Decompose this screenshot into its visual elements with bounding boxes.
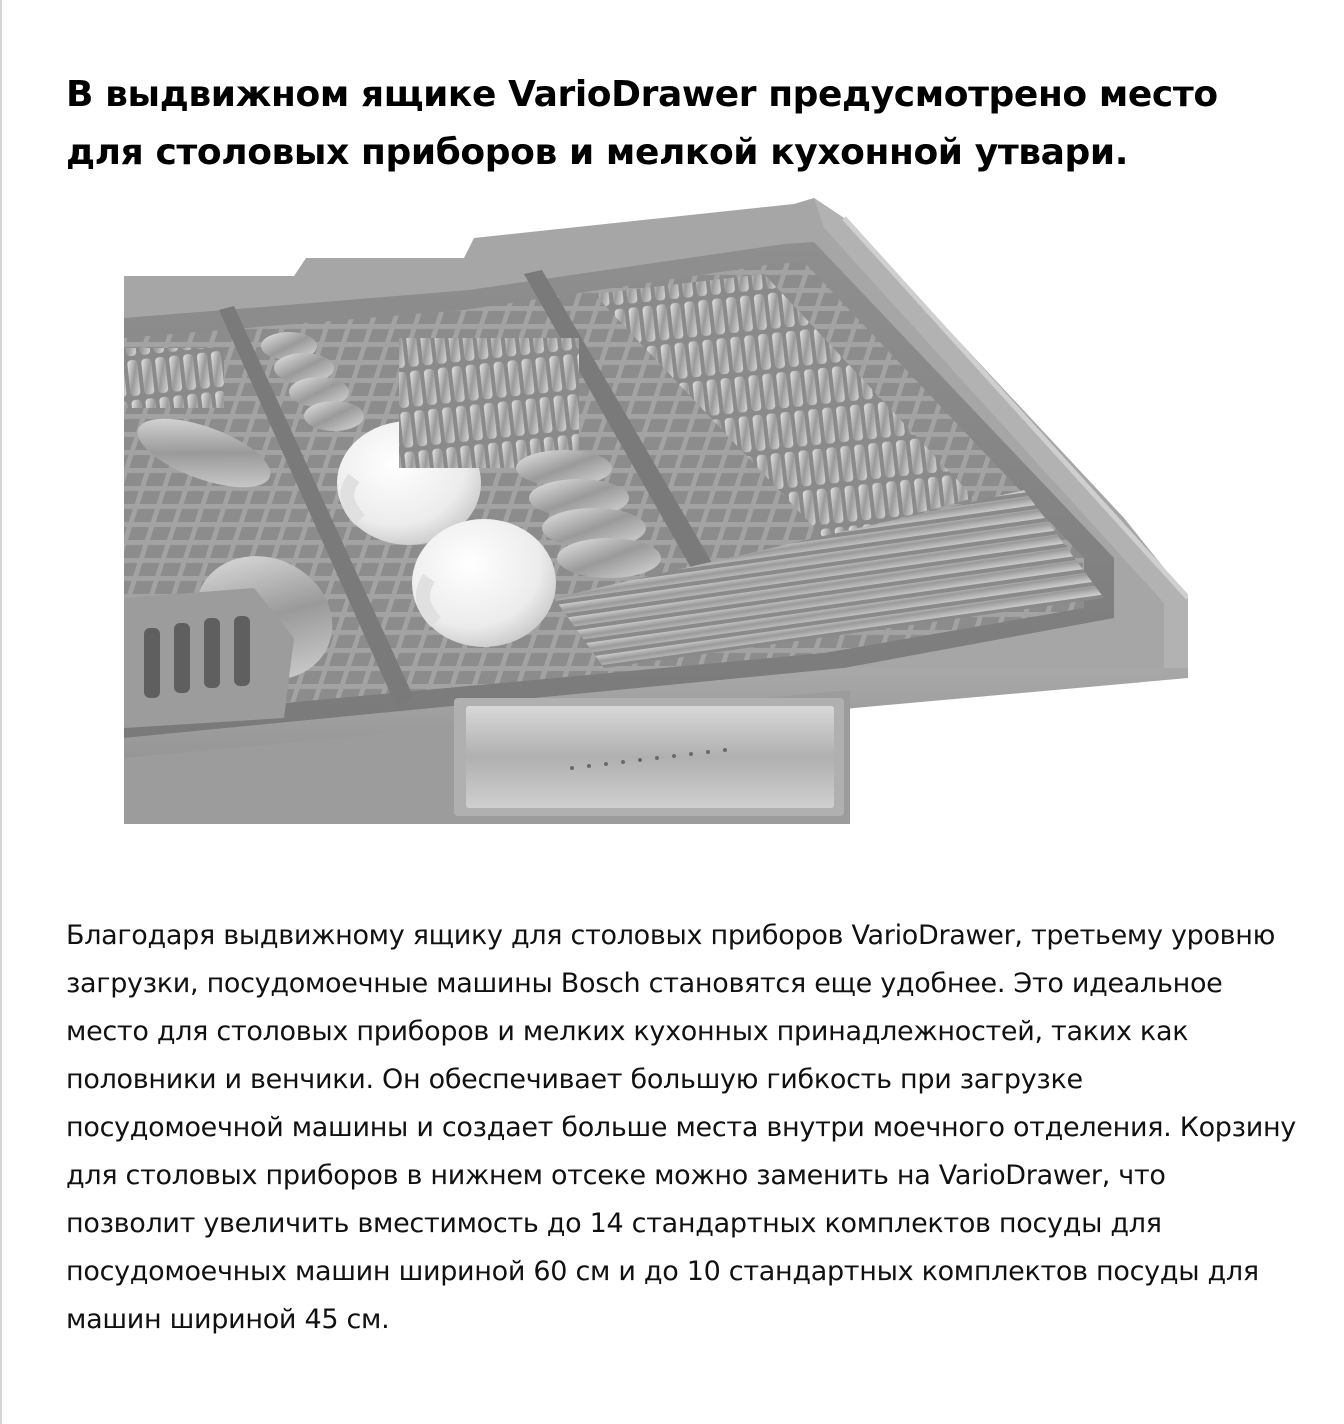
page-heading: В выдвижном ящике VarioDrawer предусмотрено место для столовых приборов и мелкой кухонной утвари.	[66, 74, 1218, 173]
left-border-line	[0, 0, 2, 1424]
description-paragraph: Благодаря выдвижному ящику для столовых приборов VarioDrawer, третьему уровню загрузки, посудомоечные машины Bosch становятся еще удобнее. Это идеальное место для столовых приборов и мелких кухонных принадлежностей, таких как половники и венчики. Он обеспечивает большую гибкость при загрузке посудомоечной машины и создает больше места внутри моечного отделения. Корзину для столовых приборов в нижнем отсеке можно заменить на VarioDrawer, что позволит увеличить вместимость до 14 стандартных комплектов посуды для посудомоечных машин шириной 60 см и до 10 стандартных комплектов посуды для машин шириной 45 см.	[66, 920, 1296, 1335]
vario-drawer-photo	[124, 198, 1188, 824]
